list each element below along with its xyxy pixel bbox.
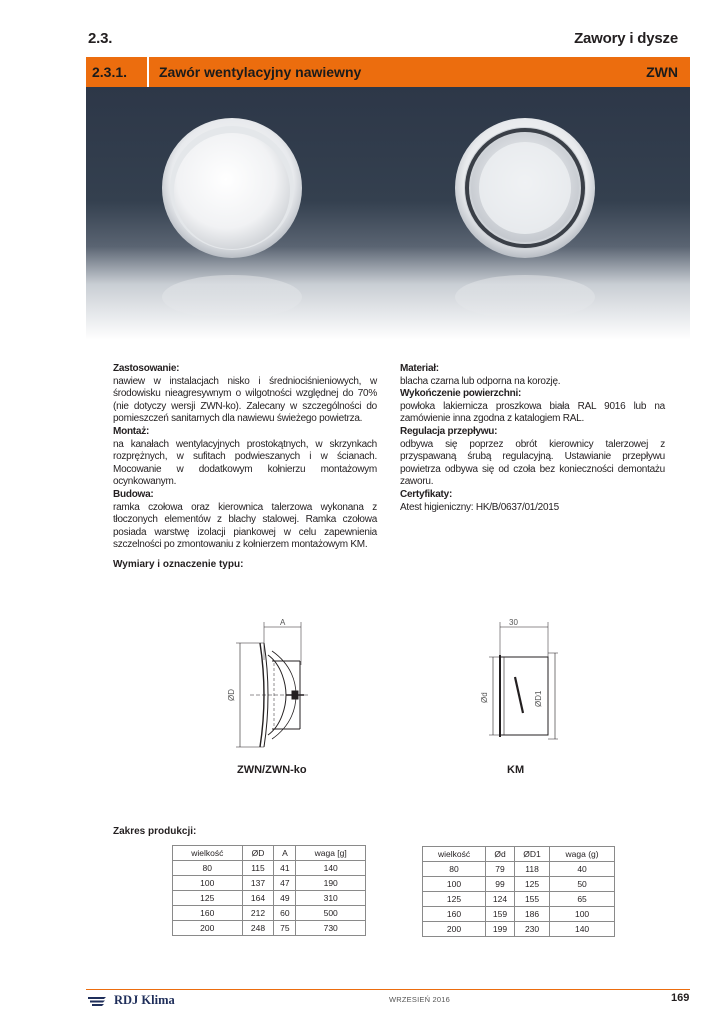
table-cell: 65: [550, 892, 615, 907]
table-row: [173, 891, 366, 906]
table-cell: 125: [423, 892, 486, 907]
table-cell: 200: [423, 922, 486, 937]
section-title: Zawory i dysze: [574, 30, 678, 47]
table-row: [423, 922, 615, 937]
table-cell: 80: [173, 861, 243, 876]
table-cell: 310: [296, 891, 366, 906]
column-header: wielkość: [423, 847, 486, 862]
flow-regulation-label: Regulacja przepływu:: [400, 425, 498, 437]
table-cell: 160: [173, 906, 243, 921]
table-cell: 140: [296, 861, 366, 876]
table-row: [173, 876, 366, 891]
subsection-bar: [86, 57, 690, 87]
caption-km: KM: [507, 764, 525, 776]
column-header: A: [274, 846, 296, 861]
table-cell: 212: [242, 906, 274, 921]
section-header: [88, 30, 678, 56]
technical-drawing: [200, 605, 560, 755]
table-cell: 186: [514, 907, 549, 922]
mounting-label: Montaż:: [113, 425, 150, 437]
table-cell: 40: [550, 862, 615, 877]
section-number: 2.3.: [88, 30, 113, 47]
subsection-number: 2.3.1.: [92, 64, 128, 80]
brand-logo: [88, 993, 175, 1008]
column-header: waga [g]: [296, 846, 366, 861]
bar-divider: [147, 57, 149, 87]
table-row: [173, 861, 366, 876]
label-a: A: [280, 618, 286, 627]
label-d: ØD: [227, 689, 236, 701]
table-cell: 159: [486, 907, 515, 922]
label-od: Ød: [480, 692, 489, 703]
column-header: Ød: [486, 847, 515, 862]
page-number: 169: [671, 992, 690, 1004]
table-cell: 60: [274, 906, 296, 921]
valve-illustration: [86, 87, 690, 340]
column-header: waga (g): [550, 847, 615, 862]
certificates-text: Atest higieniczny: HK/B/0637/01/2015: [400, 501, 559, 513]
dimensions-heading: Wymiary i oznaczenie typu:: [113, 559, 244, 570]
footer-divider: [86, 989, 690, 990]
column-header: ØD1: [514, 847, 549, 862]
product-photo: [86, 87, 690, 340]
construction-label: Budowa:: [113, 488, 154, 500]
label-30: 30: [509, 618, 518, 627]
construction-text: ramka czołowa oraz kierownica talerzowa wykonana z tłoczonych elementów z blachy stalowej. Ramka czołowa posiada warstwę izolacji piankowej w celu zapewnienia szczelności po zmontowaniu z kołnierzem montażowym KM.: [113, 501, 377, 551]
km-drawing-icon: [489, 622, 558, 739]
material-label: Materiał:: [400, 363, 439, 374]
table-row: [173, 906, 366, 921]
table-row: [423, 877, 615, 892]
production-heading: Zakres produkcji:: [113, 826, 197, 837]
valve-back-icon: [455, 118, 595, 319]
rdj-logo-icon: [88, 995, 110, 1007]
description-left: [113, 363, 377, 552]
table-cell: 125: [173, 891, 243, 906]
material-text: blacha czarna lub odporna na korozję.: [400, 375, 561, 387]
table-cell: 47: [274, 876, 296, 891]
table-cell: 79: [486, 862, 515, 877]
table-cell: 49: [274, 891, 296, 906]
table-cell: 155: [514, 892, 549, 907]
table-row: [423, 892, 615, 907]
table-cell: 248: [242, 921, 274, 936]
table-header-row: [173, 846, 366, 861]
table-cell: 124: [486, 892, 515, 907]
caption-zwn: ZWN/ZWN-ko: [237, 764, 307, 776]
table-cell: 100: [173, 876, 243, 891]
table-cell: 164: [242, 891, 274, 906]
table-cell: 50: [550, 877, 615, 892]
table-cell: 199: [486, 922, 515, 937]
table-header-row: [423, 847, 615, 862]
certificates-label: Certyfikaty:: [400, 488, 453, 500]
table-cell: 118: [514, 862, 549, 877]
label-od1: ØD1: [534, 690, 543, 707]
column-header: wielkość: [173, 846, 243, 861]
table-cell: 100: [423, 877, 486, 892]
table-cell: 99: [486, 877, 515, 892]
km-spec-table: [422, 846, 615, 937]
table-cell: 137: [242, 876, 274, 891]
column-header: ØD: [242, 846, 274, 861]
table-cell: 75: [274, 921, 296, 936]
zwn-spec-table: [172, 845, 366, 936]
table-cell: 730: [296, 921, 366, 936]
flow-regulation-text: odbywa się poprzez obrót kierownicy talerzowej z przyspawaną śrubą regulacyjną. Ustawianie przepływu powietrza odbywa się od czoła bez konieczności demontażu zaworu.: [400, 438, 665, 488]
table-cell: 160: [423, 907, 486, 922]
application-label: Zastosowanie:: [113, 363, 180, 374]
table-cell: 230: [514, 922, 549, 937]
table-cell: 115: [242, 861, 274, 876]
finish-label: Wykończenie powierzchni:: [400, 388, 522, 400]
application-text: nawiew w instalacjach nisko i średniociśnieniowych, w środowisku nieagresywnym o wilgotności względnej do 70% (nie dotyczy wersji ZWN-ko). Zalecany w szczególności do pomieszczeń sanitarnych dla nawiewu świeżego powietrza.: [113, 375, 377, 425]
table-row: [423, 862, 615, 877]
product-code: ZWN: [646, 64, 678, 80]
zwn-drawing-icon: [236, 622, 310, 747]
table-cell: 125: [514, 877, 549, 892]
table-cell: 200: [173, 921, 243, 936]
table-cell: 500: [296, 906, 366, 921]
table-cell: 100: [550, 907, 615, 922]
description-right: [400, 363, 665, 514]
table-row: [173, 921, 366, 936]
valve-front-icon: [162, 118, 302, 319]
mounting-text: na kanałach wentylacyjnych prostokątnych, w skrzynkach rozprężnych, w sufitach podwieszanych i w ścianach. Mocowanie w dodatkowym kołnierzu montażowym ocynkowanym.: [113, 438, 377, 488]
table-row: [423, 907, 615, 922]
finish-text: powłoka lakiernicza proszkowa biała RAL 9016 lub na zamówienie inna zgodna z katalogiem RAL.: [400, 400, 665, 425]
table-cell: 41: [274, 861, 296, 876]
brand-name: RDJ Klima: [114, 993, 175, 1007]
footer-date: WRZESIEŃ 2016: [389, 995, 450, 1004]
table-cell: 80: [423, 862, 486, 877]
table-cell: 190: [296, 876, 366, 891]
table-cell: 140: [550, 922, 615, 937]
subsection-title: Zawór wentylacyjny nawiewny: [159, 64, 362, 80]
